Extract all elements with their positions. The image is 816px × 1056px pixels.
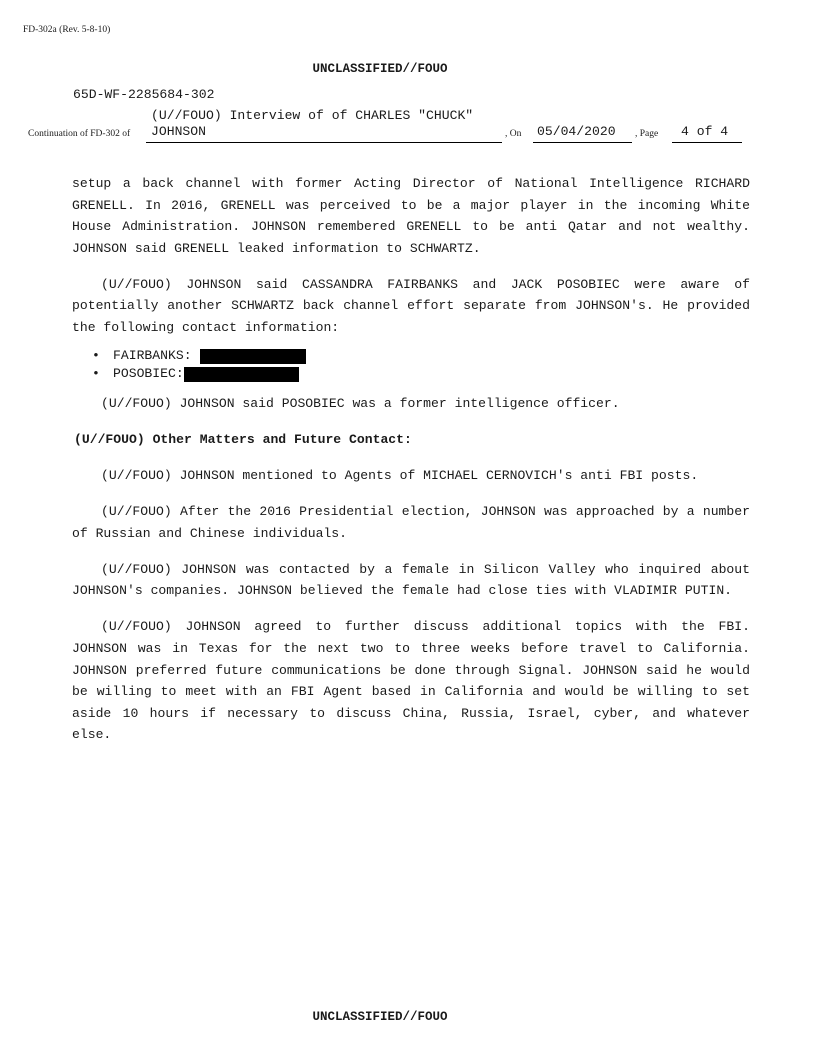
page-underline bbox=[672, 142, 742, 143]
paragraph-3: (U//FOUO) JOHNSON said POSOBIEC was a former intelligence officer. bbox=[101, 396, 620, 412]
contact-list bbox=[72, 347, 750, 383]
document-body bbox=[72, 173, 750, 760]
paragraph-4: (U//FOUO) JOHNSON mentioned to Agents of MICHAEL CERNOVICH's anti FBI posts. bbox=[101, 467, 699, 483]
subject-line-1: (U//FOUO) Interview of of CHARLES "CHUCK" bbox=[151, 108, 474, 123]
contact-label: FAIRBANKS: bbox=[113, 348, 192, 364]
paragraph-7: (U//FOUO) JOHNSON agreed to further discuss additional topics with the FBI. JOHNSON was in Texas for the next two to three weeks before travel to California. JOHNSON preferred future communications be done through Signal. JOHNSON said he would be willing to meet with an FBI Agent based in California and would be willing to set aside 10 hours if necessary to discuss China, Russia, Israel, cyber, and whatever else. bbox=[72, 619, 750, 743]
file-number: 65D-WF-2285684-302 bbox=[73, 87, 215, 102]
redaction-block bbox=[200, 349, 306, 364]
paragraph-5: (U//FOUO) After the 2016 Presidential election, JOHNSON was approached by a number of Russian and Chinese individuals. bbox=[72, 503, 750, 541]
subject-underline bbox=[146, 142, 502, 143]
section-heading: (U//FOUO) Other Matters and Future Contact: bbox=[74, 432, 412, 448]
classification-header: UNCLASSIFIED//FOUO bbox=[312, 62, 448, 76]
form-id: FD-302a (Rev. 5-8-10) bbox=[23, 25, 111, 35]
bullet-icon: • bbox=[92, 348, 100, 364]
page-label: , Page bbox=[635, 129, 659, 139]
bullet-icon: • bbox=[92, 366, 100, 382]
classification-footer: UNCLASSIFIED//FOUO bbox=[312, 1010, 448, 1024]
page-number: 4 of 4 bbox=[681, 124, 729, 139]
paragraph-1: setup a back channel with former Acting Director of National Intelligence RICHARD GRENELL. In 2016, GRENELL was perceived to be a major player in the incoming White House Administration. JOHNSON remembered GRENELL to be anti Qatar and not wealthy. JOHNSON said GRENELL leaked information to SCHWARTZ. bbox=[72, 176, 750, 256]
date-underline bbox=[533, 142, 632, 143]
list-item bbox=[92, 365, 750, 383]
paragraph-2: (U//FOUO) JOHNSON said CASSANDRA FAIRBANKS and JACK POSOBIEC were aware of potentially another SCHWARTZ back channel effort separate from JOHNSON's. He provided the following contact information: bbox=[72, 276, 750, 336]
on-label: , On bbox=[505, 129, 522, 139]
list-item bbox=[92, 347, 750, 365]
paragraph-6: (U//FOUO) JOHNSON was contacted by a female in Silicon Valley who inquired about JOHNSON's companies. JOHNSON believed the female had close ties with VLADIMIR PUTIN. bbox=[72, 561, 750, 599]
subject-line-2: JOHNSON bbox=[151, 124, 207, 139]
interview-date: 05/04/2020 bbox=[537, 124, 616, 139]
redaction-block bbox=[184, 367, 299, 382]
continuation-label: Continuation of FD-302 of bbox=[28, 129, 131, 139]
contact-label: POSOBIEC: bbox=[113, 366, 184, 382]
